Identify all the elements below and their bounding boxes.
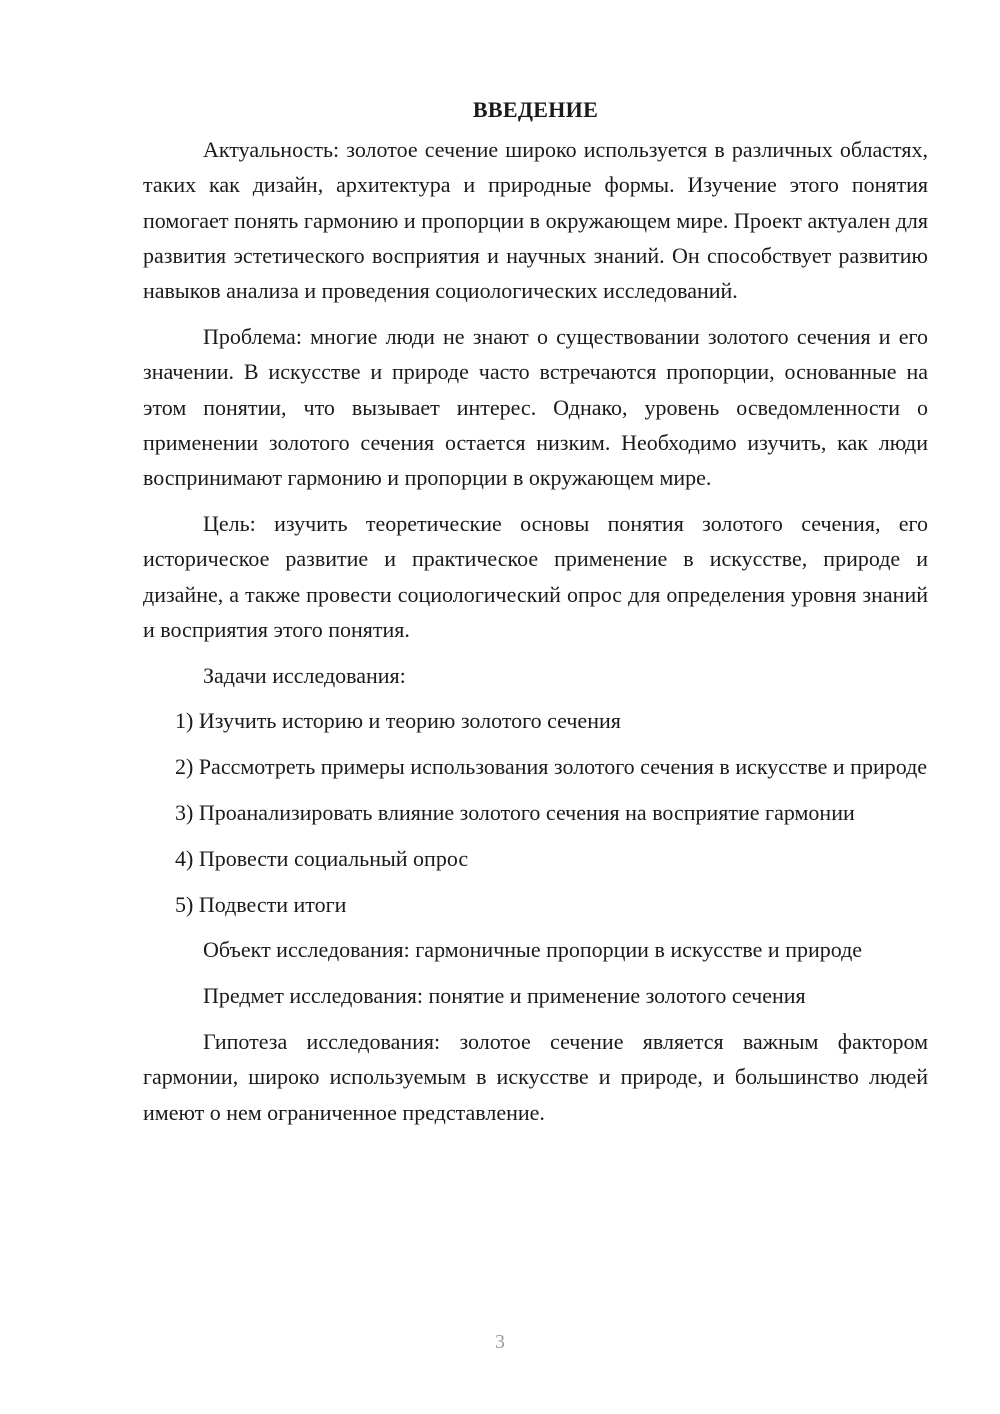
paragraph-problem: Проблема: многие люди не знают о существовании золотого сечения и его значении. В искусстве и природе часто встречаются пропорции, основанные на этом понятии, что вызывает интерес. Однако, уровень осведомленности о применении золотого сечения остается низким. Необходимо изучить, как люди воспринимают гармонию и пропорции в окружающем мире. (143, 323, 928, 491)
task-item-3: 3) Проанализировать влияние золотого сечения на восприятие гармонии (175, 800, 855, 826)
task-item-5: 5) Подвести итоги (175, 891, 347, 917)
tasks-heading: Задачи исследования: (203, 662, 406, 688)
document-page (143, 92, 928, 1130)
task-item-4: 4) Провести социальный опрос (175, 845, 469, 871)
paragraph-object: Объект исследования: гармоничные пропорции в искусстве и природе (203, 937, 863, 963)
task-item-2: 2) Рассмотреть примеры использования золотого сечения в искусстве и природе (175, 754, 928, 780)
paragraph-relevance: Актуальность: золотое сечение широко используется в различных областях, таких как дизайн, архитектура и природные формы. Изучение этого понятия помогает понять гармонию и пропорции в окружающем мире. Проект актуален для развития эстетического восприятия и научных знаний. Он способствует развитию навыков анализа и проведения социологических исследований. (143, 137, 928, 304)
task-item-1: 1) Изучить историю и теорию золотого сечения (175, 708, 621, 734)
section-title: ВВЕДЕНИЕ (472, 97, 599, 122)
page-number: 3 (495, 1331, 505, 1353)
paragraph-subject: Предмет исследования: понятие и применение золотого сечения (203, 983, 806, 1009)
paragraph-goal: Цель: изучить теоретические основы понятия золотого сечения, его историческое развитие и практическое применение в искусстве, природе и дизайне, а также провести социологический опрос для определения уровня знаний и восприятия этого понятия. (143, 510, 928, 642)
paragraph-hypothesis: Гипотеза исследования: золотое сечение является важным фактором гармонии, широко используемым в искусстве и природе, и большинство людей имеют о нем ограниченное представление. (143, 1029, 928, 1125)
